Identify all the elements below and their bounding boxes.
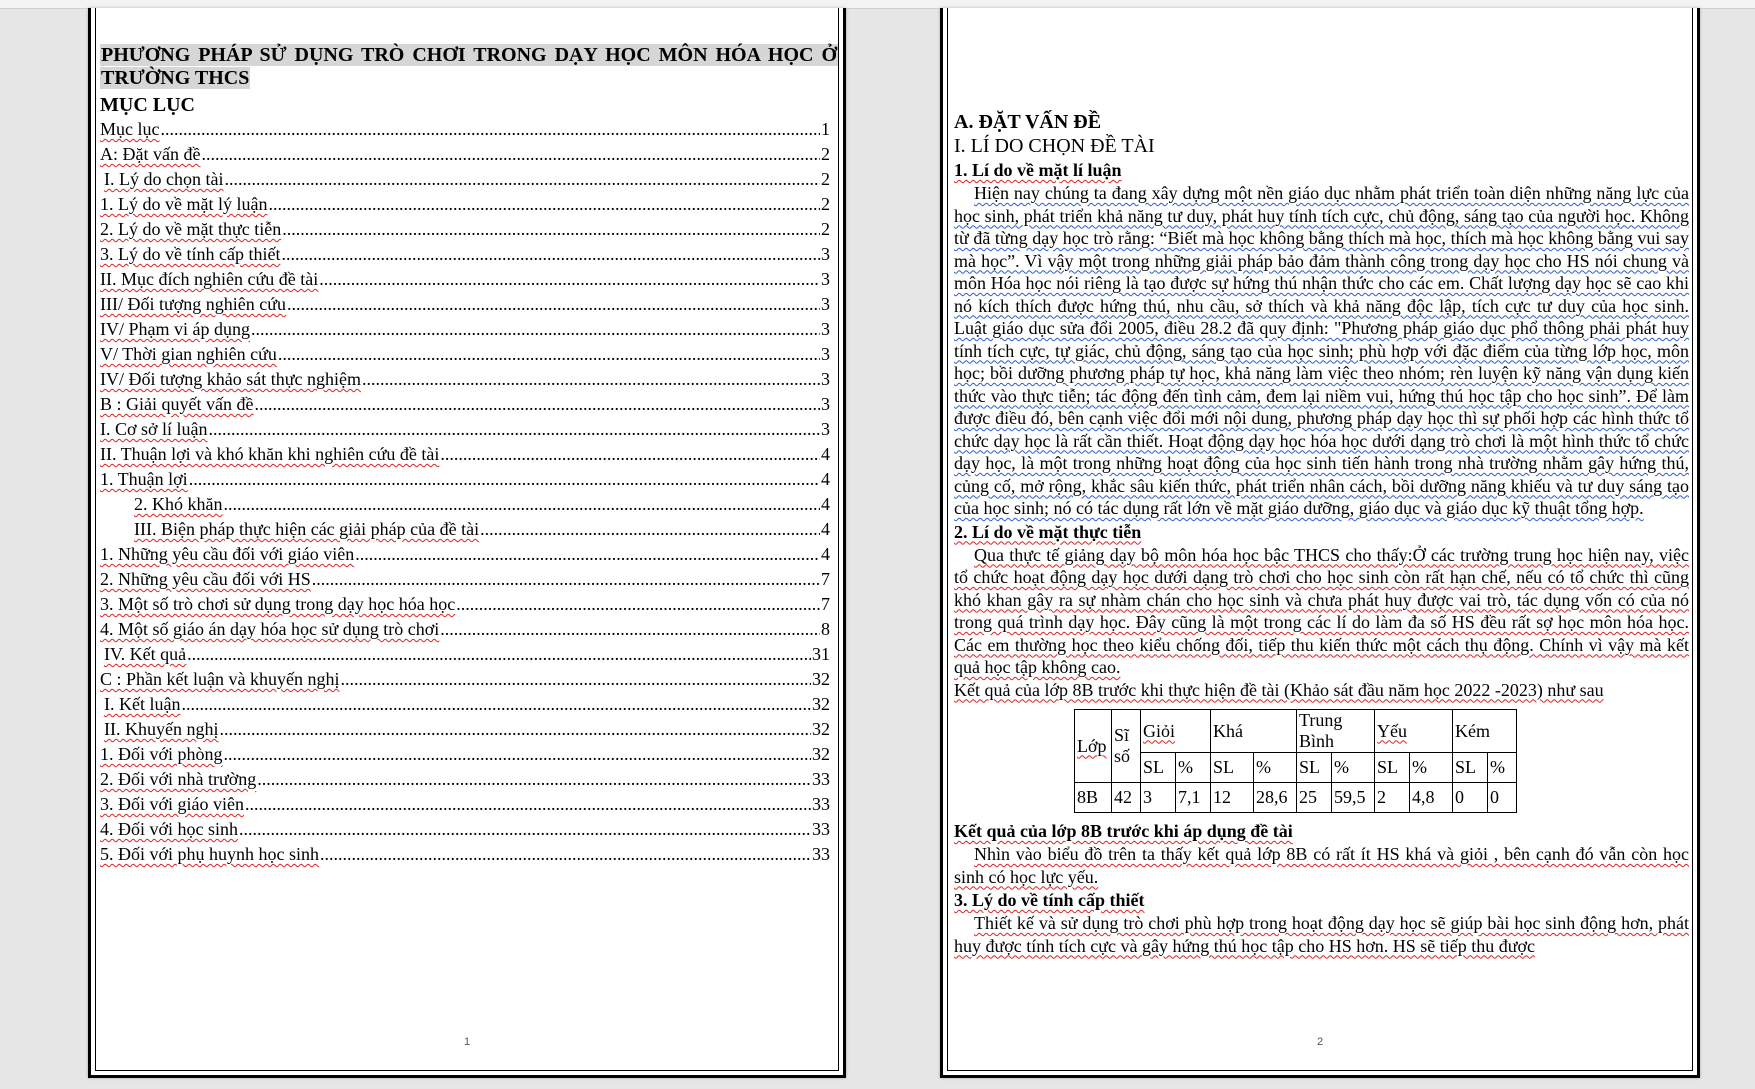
- toc-entry-page: 1: [821, 119, 830, 139]
- toc-entry-label: II. Khuyến nghị: [104, 719, 219, 739]
- toc-leader-dots: [319, 268, 820, 291]
- header-count: Sĩ số: [1112, 710, 1141, 783]
- sub-sl: SL: [1211, 753, 1254, 783]
- toc-entry-page: 4: [821, 519, 830, 539]
- toc-entry[interactable]: [100, 393, 830, 418]
- heading-result-before: Kết quả của lớp 8B trước khi áp dụng đề tài: [954, 821, 1293, 841]
- cell-kha-sl: 12: [1211, 783, 1254, 813]
- toc-leader-dots: [189, 468, 820, 491]
- toc-entry-page: 32: [812, 719, 830, 739]
- toc-entry-page: 31: [812, 644, 830, 664]
- page-1-content: [100, 44, 838, 868]
- toc-entry-page: 33: [812, 794, 830, 814]
- header-group-trung-binh: Trung Bình: [1297, 710, 1375, 753]
- toc-entry[interactable]: [100, 843, 830, 868]
- toc-entry[interactable]: [100, 668, 830, 693]
- heading-practice-reason: 2. Lí do về mặt thực tiễn: [954, 521, 1142, 542]
- toc-entry-label: II. Thuận lợi và khó khăn khi nghiên cứu đề tài: [100, 444, 440, 464]
- toc-entry-label: 1. Những yêu cầu đối với giáo viên: [100, 544, 355, 564]
- heading-urgency-reason: 3. Lý do về tính cấp thiết: [954, 890, 1145, 910]
- sub-pct: %: [1254, 753, 1297, 783]
- toc-entry-page: 4: [821, 444, 830, 464]
- toc-entry-label: 3. Một số trò chơi sử dụng trong dạy học hóa học: [100, 594, 456, 614]
- table-of-contents: [100, 118, 838, 868]
- toc-entry-page: 2: [821, 194, 830, 214]
- paragraph-practice: Qua thực tế giảng dạy bộ môn hóa học bậc THCS cho thấy:Ở các trường trung học hiện nay, việc tổ chức hoạt động dạy học dưới dạng trò chơi cho học sinh còn rất hạn chế, nếu có tổ chức thì cũng khó khan gây ra sự nhàm chán cho học sinh và chưa phát huy được vai trò, tác dụng vốn có của nó trong quá trình dạy học. Đây cũng là một trong các lí do làm đa số HS đều rất sợ học môn hóa học. Các em thường học theo kiểu chống đối, tiếp thu kiến thức một cách thụ động. Chính vì vậy mà kết quả học tập không cao.: [954, 544, 1689, 677]
- sub-pct: %: [1488, 753, 1517, 783]
- toc-entry-page: 3: [821, 319, 830, 339]
- toc-entry-page: 2: [821, 219, 830, 239]
- toc-entry[interactable]: [100, 168, 830, 193]
- toc-leader-dots: [287, 293, 820, 316]
- toc-entry[interactable]: [100, 593, 830, 618]
- header-group-kha: Khá: [1211, 710, 1297, 753]
- toc-entry-page: 3: [821, 269, 830, 289]
- header-group-yeu: Yếu: [1375, 710, 1453, 753]
- toc-leader-dots: [362, 368, 820, 391]
- toc-leader-dots: [245, 793, 811, 816]
- toc-entry-label: C : Phần kết luận và khuyến nghị: [100, 669, 340, 689]
- toc-entry-page: 2: [821, 169, 830, 189]
- sub-pct: %: [1410, 753, 1453, 783]
- toc-entry-label: I. Kết luận: [104, 694, 181, 714]
- toc-entry[interactable]: [100, 268, 830, 293]
- table-row: [1075, 783, 1517, 813]
- toc-leader-dots: [320, 843, 811, 866]
- header-class: Lớp: [1075, 710, 1112, 783]
- toc-leader-dots: [187, 643, 811, 666]
- page-number: 1: [463, 1036, 471, 1048]
- toc-entry-label: 3. Đối với giáo viên: [100, 794, 244, 814]
- page-number: 2: [1316, 1036, 1324, 1048]
- cell-yeu-sl: 2: [1375, 783, 1410, 813]
- toc-leader-dots: [254, 393, 820, 416]
- toc-entry[interactable]: [100, 818, 830, 843]
- toc-entry[interactable]: [100, 743, 830, 768]
- toc-entry[interactable]: [100, 693, 830, 718]
- toc-entry[interactable]: [100, 343, 830, 368]
- cell-kem-pct: 0: [1488, 783, 1517, 813]
- toc-entry-label: IV/ Phạm vi áp dụng: [100, 319, 250, 339]
- toc-entry[interactable]: [100, 418, 830, 443]
- toc-leader-dots: [440, 618, 820, 641]
- toc-entry-label: 4. Một số giáo án dạy hóa học sử dụng trò chơi: [100, 619, 440, 639]
- sub-sl: SL: [1297, 753, 1332, 783]
- paragraph-survey-intro: Kết quả của lớp 8B trước khi thực hiện đề tài (Khảo sát đầu năm học 2022 -2023) như sau: [954, 679, 1604, 700]
- toc-entry-label: III/ Đối tượng nghiên cứu: [100, 294, 286, 314]
- toc-entry[interactable]: [100, 568, 830, 593]
- toc-entry-label: 2. Đối với nhà trường: [100, 769, 257, 789]
- toc-leader-dots: [268, 193, 820, 216]
- toc-entry-label: Mục lục: [100, 119, 160, 139]
- toc-entry[interactable]: [100, 368, 830, 393]
- toc-entry[interactable]: [100, 143, 830, 168]
- toc-leader-dots: [219, 718, 811, 741]
- header-group-gioi: Giỏi: [1141, 710, 1211, 753]
- paragraph-theory: Hiện nay chúng ta đang xây dựng một nền giáo dục nhằm phát triển toàn diện những năng lực của học sinh, phát triển khả năng tư duy, phát huy tính tích cực, chủ động, sáng tạo của người học. Không từ đã từng dạy học trò rằng: “Biết mà học không bằng thích mà học, thích mà học không bằng vui say mà học”. Vì vậy một trong những giải pháp bảo đảm thành công trong dạy học cho HS nói chung và môn Hóa học nói riêng là tạo được sự hứng thú nhận thức cho các em. Chất lượng dạy học sẽ cao khi nó kích thích được hứng thú, nhu cầu, sở thích và khả năng độc lập, tích cực tư duy của học sinh. Luật giáo dục sửa đổi 2005, điều 28.2 đã quy định: "Phương pháp giáo dục phổ thông phải phát huy tính tích cực, tự giác, chủ động, sáng tạo của học sinh; phù hợp với đặc điểm của từng lớp học, môn học; bồi dưỡng phương pháp tự học, khả năng làm việc theo nhóm; rèn luyện kỹ năng vận dụng kiến thức vào thực tiễn; tác động đến tình cảm, đem lại niềm vui, hứng thú học tập cho học sinh”. Để làm được điều đó, bên cạnh việc đổi mới nội dung, phương pháp dạy học thì sự phối hợp các hình thức tổ chức dạy học là rất cần thiết. Hoạt động dạy học hóa học dưới dạng trò chơi là một hình thức tổ chức dạy học, là một trong những hoạt động của học sinh tiến hành trong nhà trường nhằm gây hứng thú, củng cố, mở rộng, khắc sâu kiến thức, phát triển nhân cách, bồi dưỡng năng khiếu và tư duy sáng tạo của học sinh; nó có tác dụng rất lớn về mặt giáo dưỡng, giáo dục và giáo dục kỹ thuật tổng hợp.: [954, 183, 1689, 518]
- toc-entry-label: 1. Thuận lợi: [100, 469, 188, 489]
- toc-entry-label: I. Cơ sở lí luận: [100, 419, 208, 439]
- paragraph-chart-comment: Nhìn vào biểu đồ trên ta thấy kết quả lớp 8B có rất ít HS khá và giỏi , bên cạnh đó vẫn còn học sinh có học lực yếu.: [954, 844, 1689, 887]
- paragraph-urgency: Thiết kế và sử dụng trò chơi phù hợp trong hoạt động dạy học sẽ giúp bài học sinh động hơn, phát huy được tính tích cực và gây hứng thú học tập cho HS hơn. HS sẽ tiếp thu được: [954, 913, 1689, 956]
- toc-entry-page: 7: [821, 569, 830, 589]
- toc-entry[interactable]: [100, 318, 830, 343]
- toc-entry-page: 32: [812, 669, 830, 689]
- toc-entry-page: 32: [812, 694, 830, 714]
- toc-leader-dots: [340, 668, 811, 691]
- toc-leader-dots: [209, 418, 820, 441]
- toc-entry[interactable]: [100, 518, 830, 543]
- results-table: [1074, 709, 1517, 813]
- toc-leader-dots: [201, 143, 820, 166]
- toc-entry-label: 2. Lý do về mặt thực tiễn: [100, 219, 282, 239]
- toc-entry[interactable]: [100, 193, 830, 218]
- toc-entry-page: 3: [821, 244, 830, 264]
- toc-entry-page: 3: [821, 294, 830, 314]
- toc-entry-label: B : Giải quyết vấn đề: [100, 394, 254, 414]
- toc-entry-page: 33: [812, 844, 830, 864]
- sub-pct: %: [1176, 753, 1211, 783]
- sub-sl: SL: [1141, 753, 1176, 783]
- toc-entry[interactable]: [100, 618, 830, 643]
- cell-kha-pct: 28,6: [1254, 783, 1297, 813]
- cell-count: 42: [1112, 783, 1141, 813]
- toc-leader-dots: [440, 443, 820, 466]
- toc-leader-dots: [257, 768, 811, 791]
- cell-gioi-sl: 3: [1141, 783, 1176, 813]
- toc-entry-label: IV. Kết quả: [104, 644, 187, 664]
- toc-entry-label: 2. Những yêu cầu đối với HS: [100, 569, 311, 589]
- toc-heading: MỤC LỤC: [100, 94, 195, 116]
- toc-entry-page: 3: [821, 394, 830, 414]
- toc-leader-dots: [251, 318, 820, 341]
- sub-pct: %: [1332, 753, 1375, 783]
- toc-entry-label: I. Lý do chọn tài: [104, 169, 224, 189]
- toc-entry[interactable]: [100, 543, 830, 568]
- toc-leader-dots: [239, 818, 811, 841]
- toc-entry[interactable]: [100, 218, 830, 243]
- cell-kem-sl: 0: [1453, 783, 1488, 813]
- toc-entry-page: 8: [821, 619, 830, 639]
- toc-entry-label: 4. Đối với học sinh: [100, 819, 239, 839]
- document-title-block: [100, 44, 838, 90]
- toc-entry[interactable]: [100, 468, 830, 493]
- toc-entry[interactable]: [100, 293, 830, 318]
- document-page-2: [940, 8, 1700, 1078]
- toc-entry[interactable]: [100, 793, 830, 818]
- table-header-row: [1075, 710, 1517, 753]
- toc-entry-page: 33: [812, 819, 830, 839]
- cell-yeu-pct: 4,8: [1410, 783, 1453, 813]
- toc-entry-page: 7: [821, 594, 830, 614]
- cell-tb-sl: 25: [1297, 783, 1332, 813]
- toc-entry-page: 4: [821, 544, 830, 564]
- toc-entry[interactable]: [100, 718, 830, 743]
- toc-entry[interactable]: [100, 643, 830, 668]
- toc-entry[interactable]: [100, 118, 830, 143]
- toc-leader-dots: [224, 743, 811, 766]
- toc-leader-dots: [278, 343, 820, 366]
- toc-entry[interactable]: [100, 243, 830, 268]
- toc-entry-label: II. Mục đích nghiên cứu đề tài: [100, 269, 319, 289]
- toc-entry-label: 2. Khó khăn: [134, 494, 223, 514]
- toc-entry-page: 3: [821, 344, 830, 364]
- toc-leader-dots: [312, 568, 820, 591]
- toc-entry-label: 1. Đối với phòng: [100, 744, 223, 764]
- toc-entry-label: 3. Lý do về tính cấp thiết: [100, 244, 281, 264]
- sub-sl: SL: [1375, 753, 1410, 783]
- toc-entry[interactable]: [100, 443, 830, 468]
- toc-entry-page: 4: [821, 469, 830, 489]
- cell-gioi-pct: 7,1: [1176, 783, 1211, 813]
- toc-leader-dots: [224, 493, 821, 516]
- document-title: PHƯƠNG PHÁP SỬ DỤNG TRÒ CHƠI TRONG DẠY HỌC MÔN HÓA HỌC Ở TRƯỜNG THCS: [101, 44, 837, 89]
- toc-entry-label: V/ Thời gian nghiên cứu: [100, 344, 277, 364]
- toc-entry-label: 5. Đối với phụ huynh học sinh: [100, 844, 320, 864]
- header-group-kem: Kém: [1453, 710, 1517, 753]
- sub-sl: SL: [1453, 753, 1488, 783]
- toc-entry-label: 1. Lý do về mặt lý luận: [100, 194, 268, 214]
- toc-leader-dots: [355, 543, 820, 566]
- document-page-1: [88, 8, 846, 1078]
- toc-entry-label: A: Đặt vấn đề: [100, 144, 201, 164]
- toc-leader-dots: [181, 693, 811, 716]
- page-2-content: [954, 110, 1689, 957]
- toc-entry-label: IV/ Đối tượng khảo sát thực nghiệm: [100, 369, 361, 389]
- toc-leader-dots: [281, 243, 820, 266]
- section-a-heading: A. ĐẶT VẤN ĐỀ: [954, 111, 1102, 133]
- heading-theory-reason: 1. Lí do về mặt lí luận: [954, 160, 1122, 180]
- toc-leader-dots: [480, 518, 820, 541]
- toc-leader-dots: [456, 593, 820, 616]
- cell-class: 8B: [1075, 783, 1112, 813]
- toc-entry-label: III. Biện pháp thực hiện các giải pháp của đề tài: [134, 519, 480, 539]
- toc-entry-page: 33: [812, 769, 830, 789]
- section-i-heading: I. LÍ DO CHỌN ĐỀ TÀI: [954, 135, 1155, 157]
- cell-tb-pct: 59,5: [1332, 783, 1375, 813]
- toc-leader-dots: [160, 118, 820, 141]
- toc-entry-page: 3: [821, 419, 830, 439]
- toc-entry-page: 2: [821, 144, 830, 164]
- toc-entry[interactable]: [100, 493, 830, 518]
- table-subheader-row: [1075, 753, 1517, 783]
- toc-entry-page: 3: [821, 369, 830, 389]
- toc-leader-dots: [224, 168, 820, 191]
- toc-entry-page: 4: [821, 494, 830, 514]
- toc-entry[interactable]: [100, 768, 830, 793]
- toc-entry-page: 32: [812, 744, 830, 764]
- toc-leader-dots: [282, 218, 820, 241]
